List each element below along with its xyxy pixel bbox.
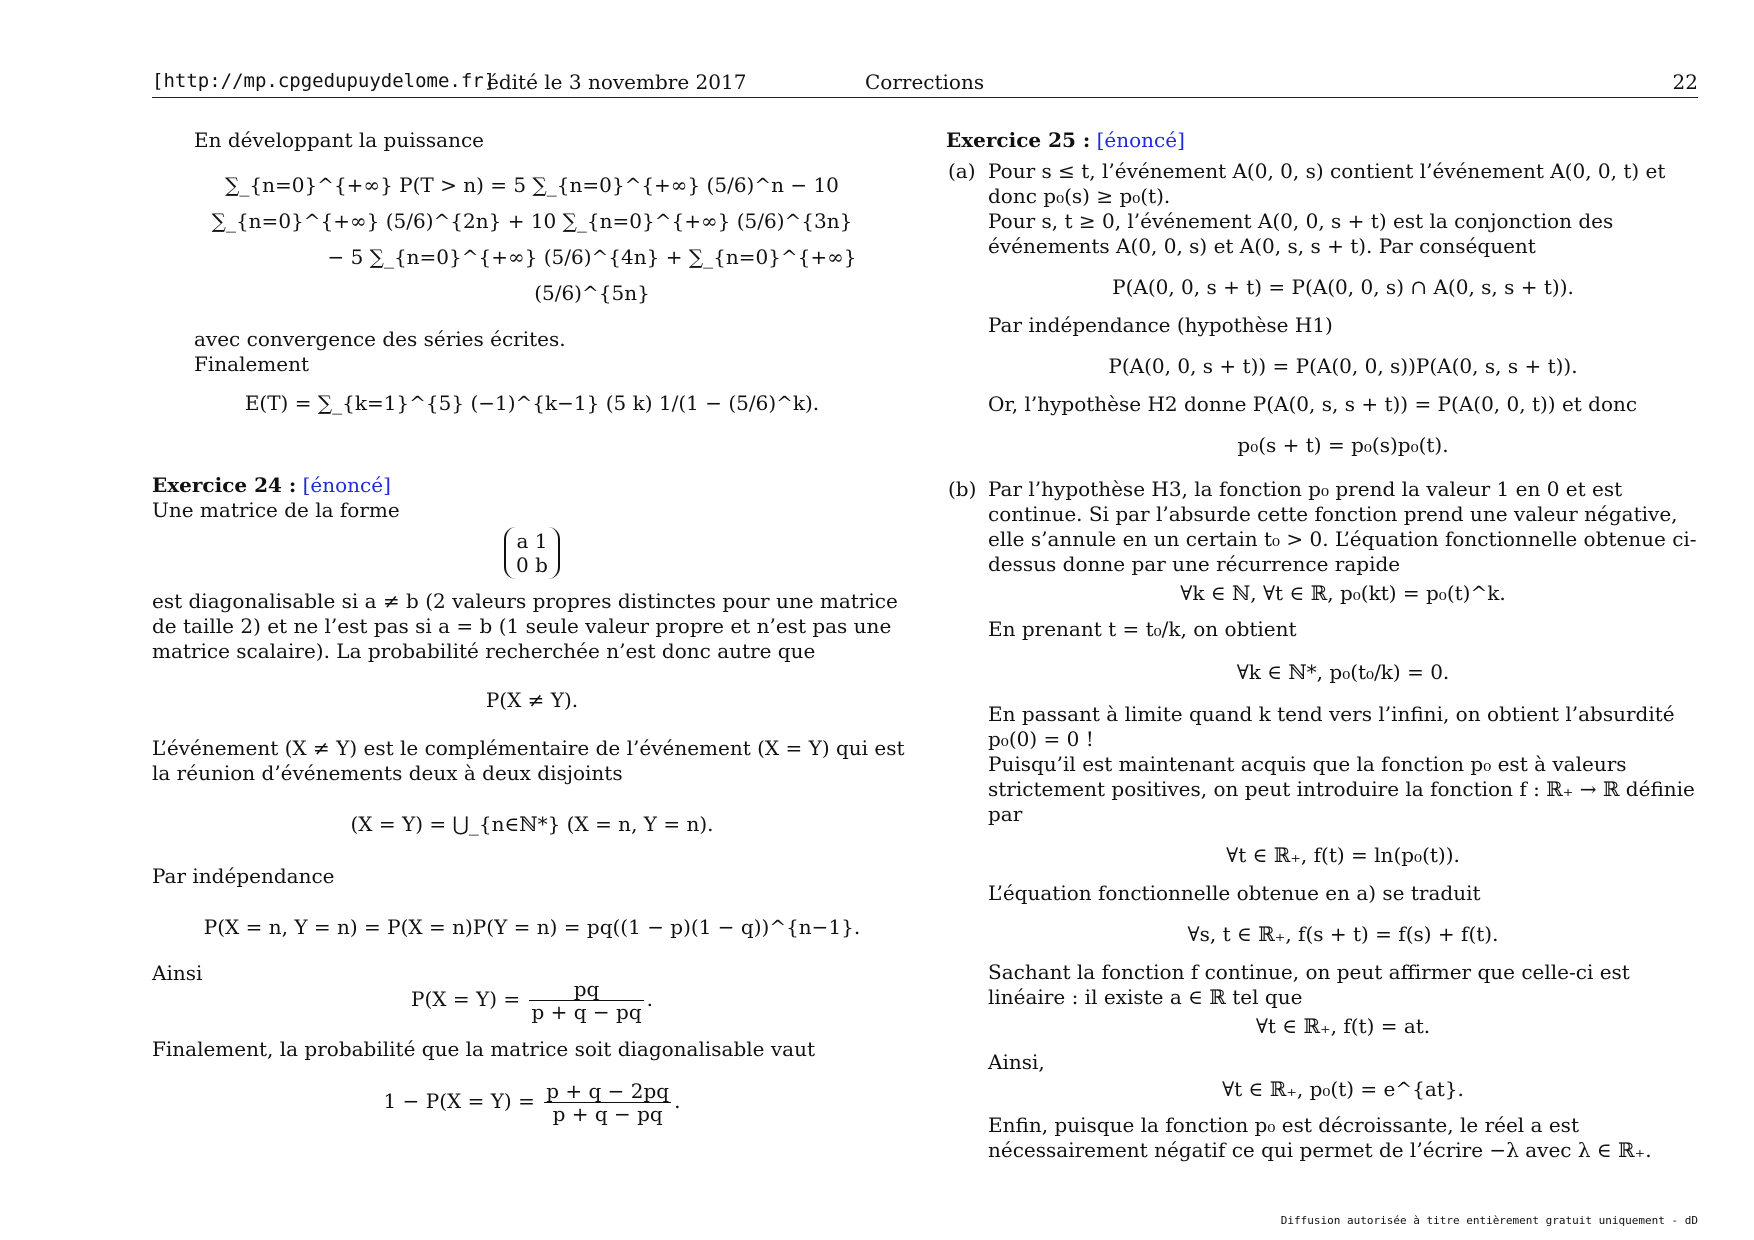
equation: P(X ≠ Y). <box>485 688 579 712</box>
paragraph: Pour s, t ≥ 0, l’événement A(0, 0, s + t) est la conjonction des événements A(0, 0, s) et A(0, s, s + t). Par conséquent <box>988 209 1614 258</box>
part-a <box>946 159 1698 459</box>
paragraph: Enfin, puisque la fonction p₀ est décroissante, le réel a est nécessairement négatif ce qui permet de l’écrire −λ avec λ ∈ ℝ₊. <box>988 1113 1652 1162</box>
left-column <box>152 128 912 1135</box>
equation-lhs: 1 − P(X = Y) = <box>383 1089 535 1113</box>
paragraph: Ainsi <box>152 961 203 985</box>
paragraph: Sachant la fonction f continue, on peut affirmer que celle-ci est linéaire : il existe a ∈ ℝ tel que <box>988 960 1630 1009</box>
footer-note: Diffusion autorisée à titre entièrement gratuit uniquement - dD <box>1280 1214 1698 1227</box>
equation-expectation: E(T) = ∑_{k=1}^{5} (−1)^{k−1} (5 k) 1/(1 − (5/6)^k). <box>244 391 820 415</box>
item-label: (b) <box>948 477 977 501</box>
paragraph: En passant à limite quand k tend vers l’infini, on obtient l’absurdité p₀(0) = 0 ! <box>988 702 1675 751</box>
paragraph: avec convergence des séries écrites. <box>194 327 566 351</box>
denominator: p + q − pq <box>552 1102 663 1126</box>
paragraph: est diagonalisable si a ≠ b (2 valeurs propres distinctes pour une matrice de taille 2) et ne l’est pas si a = b (1 seule valeur propre et n’est pas une matrice scalaire). La probabilité recherchée n’est donc autre que <box>152 589 898 663</box>
exercise-title: Exercice 24 : <box>152 473 297 497</box>
equation-lhs: P(X = Y) = <box>411 987 521 1011</box>
paragraph: Une matrice de la forme <box>152 498 400 522</box>
part-b <box>946 477 1698 1163</box>
exercise-24-heading <box>152 473 912 498</box>
equation-union: (X = Y) = ⋃_{n∈ℕ*} (X = n, Y = n). <box>350 812 714 836</box>
paragraph: Par indépendance <box>152 864 335 888</box>
matrix-body <box>504 527 560 579</box>
paragraph: Ainsi, <box>988 1050 1045 1074</box>
statement-link[interactable]: [énoncé] <box>1096 128 1185 152</box>
paragraph: Or, l’hypothèse H2 donne P(A(0, s, s + t)) = P(A(0, 0, t)) et donc <box>988 392 1638 416</box>
paragraph: Finalement <box>194 352 310 376</box>
numerator: p + q − 2pq <box>546 1079 670 1103</box>
paragraph: L’événement (X ≠ Y) est le complémentaire de l’événement (X = Y) qui est la réunion d’événements deux à deux disjoints <box>152 736 905 785</box>
header-url[interactable]: [http://mp.cpgedupuydelome.fr] <box>152 70 496 92</box>
paragraph: Puisqu’il est maintenant acquis que la fonction p₀ est à valeurs strictement positives, on peut introduire la fonction f : ℝ₊ → ℝ définie par <box>988 752 1695 826</box>
fraction <box>529 978 643 1023</box>
item-label: (a) <box>948 159 976 183</box>
equation-series <box>152 167 912 311</box>
right-column <box>946 128 1698 1163</box>
equation-fraction: 1 − P(X = Y) = $\frac{p + q - 2pq}{p + q - pq}$ . <box>383 1079 681 1126</box>
fraction <box>544 1080 671 1125</box>
paragraph: Pour s ≤ t, l’événement A(0, 0, s) contient l’événement A(0, 0, t) et donc p₀(s) ≥ p₀(t). <box>988 159 1666 208</box>
equation-line: ∑_{n=0}^{+∞} P(T > n) = 5 ∑_{n=0}^{+∞} (5/6)^n − 10 ∑_{n=0}^{+∞} (5/6)^{2n} + 10 ∑_{n=0}^{+∞} (5/6)^{3n} <box>211 173 853 233</box>
paragraph: En développant la puissance <box>194 128 484 152</box>
matrix-row: 0 b <box>516 553 548 577</box>
paragraph: Par l’hypothèse H3, la fonction p₀ prend la valeur 1 en 0 et est continue. Si par l’absurde cette fonction prend une valeur négative, elle s’annule en un certain t₀ > 0. L’équation fonctionnelle obtenue ci-dessus donne par une récurrence rapide <box>988 477 1697 576</box>
equation-line: − 5 ∑_{n=0}^{+∞} (5/6)^{4n} + ∑_{n=0}^{+∞} (5/6)^{5n} <box>327 245 857 305</box>
exercise-25-heading <box>946 128 1698 153</box>
page-number: 22 <box>1672 70 1698 94</box>
numerator: pq <box>529 978 643 1001</box>
statement-link[interactable]: [énoncé] <box>302 473 391 497</box>
paragraph: Par indépendance (hypothèse H1) <box>988 313 1333 337</box>
equation: P(A(0, 0, s + t)) = P(A(0, 0, s))P(A(0, s, s + t)). <box>1108 354 1578 378</box>
equation: ∀t ∈ ℝ₊, p₀(t) = e^{at}. <box>1222 1077 1464 1101</box>
equation-independence: P(X = n, Y = n) = P(X = n)P(Y = n) = pq((1 − p)(1 − q))^{n−1}. <box>203 915 861 939</box>
paragraph: Finalement, la probabilité que la matrice soit diagonalisable vaut <box>152 1037 815 1061</box>
equation: ∀k ∈ ℕ, ∀t ∈ ℝ, p₀(kt) = p₀(t)^k. <box>1180 581 1506 605</box>
matrix <box>152 527 912 579</box>
exercise-title: Exercice 25 : <box>946 128 1091 152</box>
header-title: Corrections <box>865 70 985 94</box>
paragraph: En prenant t = t₀/k, on obtient <box>988 617 1297 641</box>
header-rule <box>152 97 1698 98</box>
paragraph: L’équation fonctionnelle obtenue en a) se traduit <box>988 881 1481 905</box>
equation: ∀s, t ∈ ℝ₊, f(s + t) = f(s) + f(t). <box>1187 922 1499 946</box>
equation: P(A(0, 0, s + t) = P(A(0, 0, s) ∩ A(0, s, s + t)). <box>1112 275 1574 299</box>
matrix-row: a 1 <box>516 529 548 553</box>
equation-fraction: P(X = Y) = $\frac{pq}{p + q - pq}$ . <box>411 977 653 1024</box>
denominator: p + q − pq <box>531 1000 642 1024</box>
equation: ∀k ∈ ℕ*, p₀(t₀/k) = 0. <box>1236 660 1450 684</box>
equation: ∀t ∈ ℝ₊, f(t) = at. <box>1255 1014 1431 1038</box>
header-date: édité le 3 novembre 2017 <box>487 70 747 94</box>
equation: ∀t ∈ ℝ₊, f(t) = ln(p₀(t)). <box>1226 843 1460 867</box>
equation: p₀(s + t) = p₀(s)p₀(t). <box>1237 433 1449 457</box>
